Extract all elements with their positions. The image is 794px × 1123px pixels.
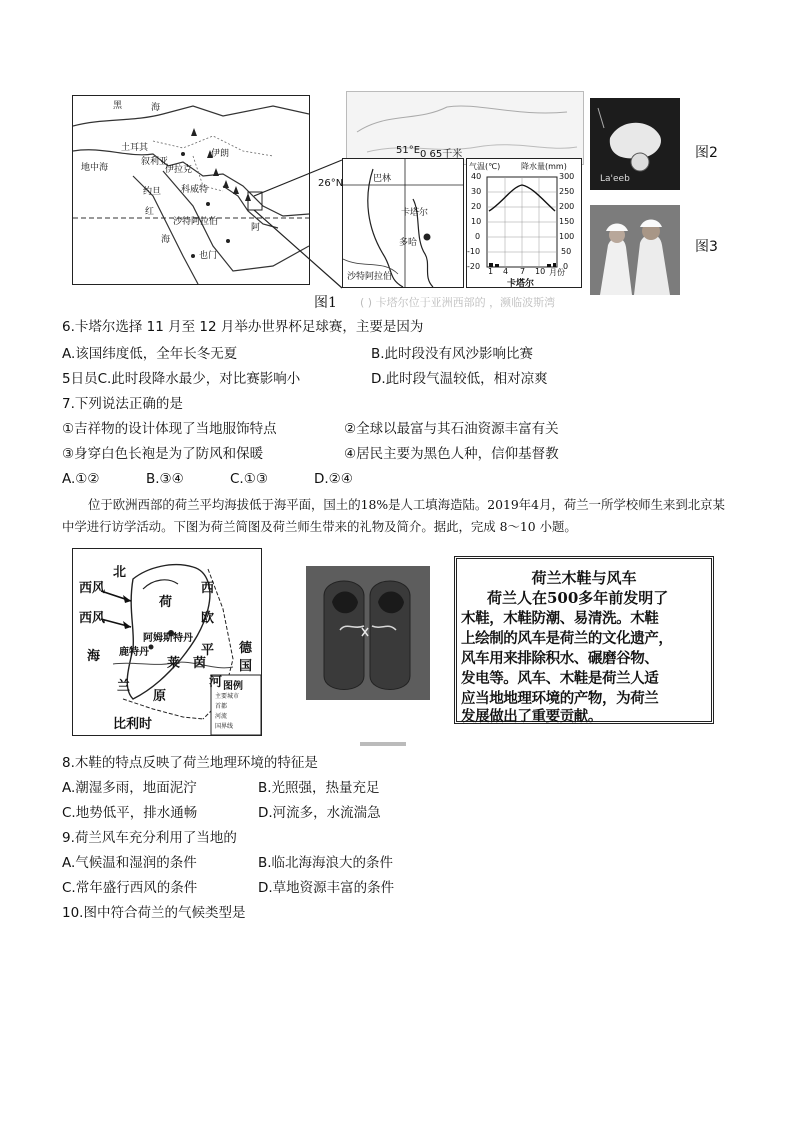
q8-option-a: A.潮湿多雨，地面泥泞 bbox=[62, 780, 197, 796]
clog-card-title: 荷兰木鞋与风车 bbox=[531, 569, 637, 587]
climate-right-unit: 降水量(mm) bbox=[521, 162, 567, 171]
climate-x-tick-7: 7 bbox=[520, 267, 526, 276]
clog-card-line-7: 发展做出了重要贡献。 bbox=[461, 708, 602, 725]
nl-label-he2: 河 bbox=[209, 675, 223, 690]
q7-choice-b: B.③④ bbox=[146, 471, 184, 487]
faded-mark bbox=[360, 742, 406, 746]
nl-label-westwind2: 西风 bbox=[79, 611, 106, 626]
climate-left-tick-m20: -20 bbox=[467, 262, 481, 271]
q7-choice-a: A.①② bbox=[62, 471, 100, 487]
nl-label-ou: 欧 bbox=[201, 611, 215, 626]
map-label-yemen: 也门 bbox=[199, 251, 218, 261]
clog-windmill-card bbox=[454, 556, 714, 724]
nl-legend-item-border: 国界线 bbox=[215, 723, 234, 730]
q9-option-d: D.草地资源丰富的条件 bbox=[258, 880, 395, 896]
clog-card-line-5: 发电等。风车、木鞋是荷兰人适 bbox=[461, 670, 659, 687]
climate-left-tick-0: 0 bbox=[475, 232, 481, 241]
nl-legend-item-river: 河流 bbox=[215, 713, 228, 720]
qatar-inset-map bbox=[342, 158, 464, 288]
nl-label-rotterdam: 鹿特丹 bbox=[119, 647, 149, 658]
q6-option-b: B.此时段没有风沙影响比赛 bbox=[371, 346, 534, 362]
inset-label-bahrain: 巴林 bbox=[373, 174, 392, 184]
climate-station-label: 卡塔尔 bbox=[507, 279, 535, 288]
nl-label-yuan: 原 bbox=[153, 689, 167, 704]
climate-x-tick-4: 4 bbox=[503, 267, 509, 276]
map-label-sea: 海 bbox=[161, 235, 171, 245]
q7-option-2: ②全球以最富与其石油资源丰富有关 bbox=[344, 421, 559, 437]
faded-caption: ( ) 卡塔尔位于亚洲西部的 ，濒临波斯湾 bbox=[360, 296, 556, 309]
nl-label-lai: 莱 bbox=[167, 656, 181, 671]
q9-stem: 9.荷兰风车充分利用了当地的 bbox=[62, 830, 237, 846]
inset-label-saudi: 沙特阿拉伯 bbox=[347, 272, 393, 282]
figure3-label: 图3 bbox=[695, 239, 718, 255]
q7-option-3: ③身穿白色长袍是为了防风和保暖 bbox=[62, 446, 264, 462]
nl-label-ping: 平 bbox=[201, 643, 215, 658]
inset-label-qatar: 卡塔尔 bbox=[401, 208, 429, 218]
nl-label-sea: 海 bbox=[87, 649, 101, 664]
q6-option-a: A.该国纬度低，全年长冬无夏 bbox=[62, 346, 238, 362]
clog-card-line-6: 应当地地理环境的产物，为荷兰 bbox=[461, 690, 659, 707]
map-label-jordan: 约旦 bbox=[143, 187, 162, 197]
map-label-iraq: 伊拉克 bbox=[165, 165, 193, 175]
climate-left-unit: 气温(℃) bbox=[469, 162, 501, 171]
climate-x-tick-month: 月份 bbox=[549, 268, 565, 277]
figure2-mascot-photo bbox=[590, 98, 680, 190]
climate-chart bbox=[466, 158, 582, 288]
nl-label-lan: 兰 bbox=[117, 679, 131, 694]
faded-world-map bbox=[346, 91, 584, 165]
q6-option-c: 5日员C.此时段降水最少，对比赛影响小 bbox=[62, 371, 301, 387]
q6-option-d: D.此时段气温较低，相对凉爽 bbox=[371, 371, 548, 387]
map-label-kuwait: 科威特 bbox=[181, 185, 209, 195]
figure1-caption: 图1 bbox=[314, 295, 337, 311]
q9-option-a: A.气候温和湿润的条件 bbox=[62, 855, 197, 871]
nl-label-germany2: 国 bbox=[239, 659, 253, 674]
clog-card-line-4: 风车用来排除积水、碾磨谷物、 bbox=[461, 650, 659, 667]
q7-choice-c: C.①③ bbox=[230, 471, 268, 487]
inset-scale-label: 0 65千米 bbox=[420, 149, 463, 160]
nl-label-north: 北 bbox=[113, 565, 127, 580]
nl-legend-item-capital: 首都 bbox=[215, 703, 228, 710]
nl-legend-item-city: 主要城市 bbox=[215, 693, 240, 700]
inset-lat-label: 26°N bbox=[318, 178, 344, 189]
q8-stem: 8.木鞋的特点反映了荷兰地理环境的特征是 bbox=[62, 755, 318, 771]
nl-label-amsterdam: 阿姆斯特丹 bbox=[143, 633, 193, 644]
map-label-turkey: 土耳其 bbox=[121, 143, 149, 153]
clog-card-line-2: 木鞋，木鞋防潮、易清洗。木鞋 bbox=[461, 610, 659, 627]
map-label-red-sea: 红 bbox=[145, 207, 155, 217]
climate-right-tick-300: 300 bbox=[559, 172, 575, 181]
map-label-a: 阿 bbox=[251, 223, 261, 233]
nl-label-belgium: 比利时 bbox=[113, 717, 153, 732]
climate-left-tick-10: 10 bbox=[471, 217, 482, 226]
climate-right-tick-50: 50 bbox=[561, 247, 572, 256]
climate-left-tick-m10: -10 bbox=[467, 247, 481, 256]
q8-option-d: D.河流多，水流湍急 bbox=[258, 805, 381, 821]
q9-option-b: B.临北海海浪大的条件 bbox=[258, 855, 394, 871]
map-label-black-sea-2: 海 bbox=[151, 103, 161, 113]
figure2-label: 图2 bbox=[695, 145, 718, 161]
clog-card-line-1: 荷兰人在500多年前发明了 bbox=[487, 589, 669, 607]
nl-label-germany1: 德 bbox=[239, 641, 253, 656]
nl-label-he: 荷 bbox=[159, 595, 173, 610]
map-label-saudi: 沙特阿拉伯 bbox=[173, 217, 219, 227]
climate-x-tick-10: 10 bbox=[535, 267, 546, 276]
q8-option-c: C.地势低平，排水通畅 bbox=[62, 805, 198, 821]
nl-label-xi: 西 bbox=[201, 581, 215, 596]
inset-label-doha: 多哈 bbox=[399, 238, 418, 248]
q7-option-4: ④居民主要为黑色人种，信仰基督教 bbox=[344, 446, 559, 462]
climate-left-tick-40: 40 bbox=[471, 172, 482, 181]
q7-choice-d: D.②④ bbox=[314, 471, 353, 487]
clog-card-line-3: 上绘制的风车是荷兰的文化遗产， bbox=[461, 630, 673, 647]
passage-text: 位于欧洲西部的荷兰平均海拔低于海平面，国土的18%是人工填海造陆。2019年4月，荷兰一所学校师生来到北京某中学进行访学活动。下图为荷兰简图及荷兰师生带来的礼物及简介。据此，完成 8～10 小题。 bbox=[62, 497, 725, 534]
nl-label-westwind1: 西风 bbox=[79, 581, 106, 596]
inset-lon-label: 51°E bbox=[396, 145, 421, 156]
q8-option-b: B.光照强，热量充足 bbox=[258, 780, 380, 796]
q10-stem: 10.图中符合荷兰的气候类型是 bbox=[62, 905, 246, 921]
map-label-mediterranean: 地中海 bbox=[81, 163, 109, 173]
q6-stem: 6.卡塔尔选择 11 月至 12 月举办世界杯足球赛，主要是因为 bbox=[62, 319, 424, 335]
climate-left-tick-20: 20 bbox=[471, 202, 482, 211]
mascot-text: La'eeb bbox=[600, 174, 630, 184]
climate-right-tick-0: 0 bbox=[563, 262, 569, 271]
climate-left-tick-30: 30 bbox=[471, 187, 482, 196]
map-label-iran: 伊朗 bbox=[211, 149, 230, 159]
climate-right-tick-200: 200 bbox=[559, 202, 575, 211]
nl-legend-title: 图例 bbox=[223, 681, 243, 692]
map-label-black-sea-1: 黑 bbox=[113, 101, 123, 111]
figure3-people-photo bbox=[590, 205, 680, 295]
wooden-clogs-photo bbox=[306, 566, 430, 700]
climate-x-tick-1: 1 bbox=[488, 267, 494, 276]
climate-right-tick-100: 100 bbox=[559, 232, 575, 241]
climate-right-tick-250: 250 bbox=[559, 187, 575, 196]
nl-label-yin: 茵 bbox=[193, 656, 207, 671]
q7-option-1: ①吉祥物的设计体现了当地服饰特点 bbox=[62, 421, 277, 437]
q9-option-c: C.常年盛行西风的条件 bbox=[62, 880, 198, 896]
map-label-syria: 叙利亚 bbox=[141, 157, 169, 167]
q7-stem: 7.下列说法正确的是 bbox=[62, 396, 183, 412]
netherlands-map bbox=[72, 548, 262, 736]
climate-right-tick-150: 150 bbox=[559, 217, 575, 226]
